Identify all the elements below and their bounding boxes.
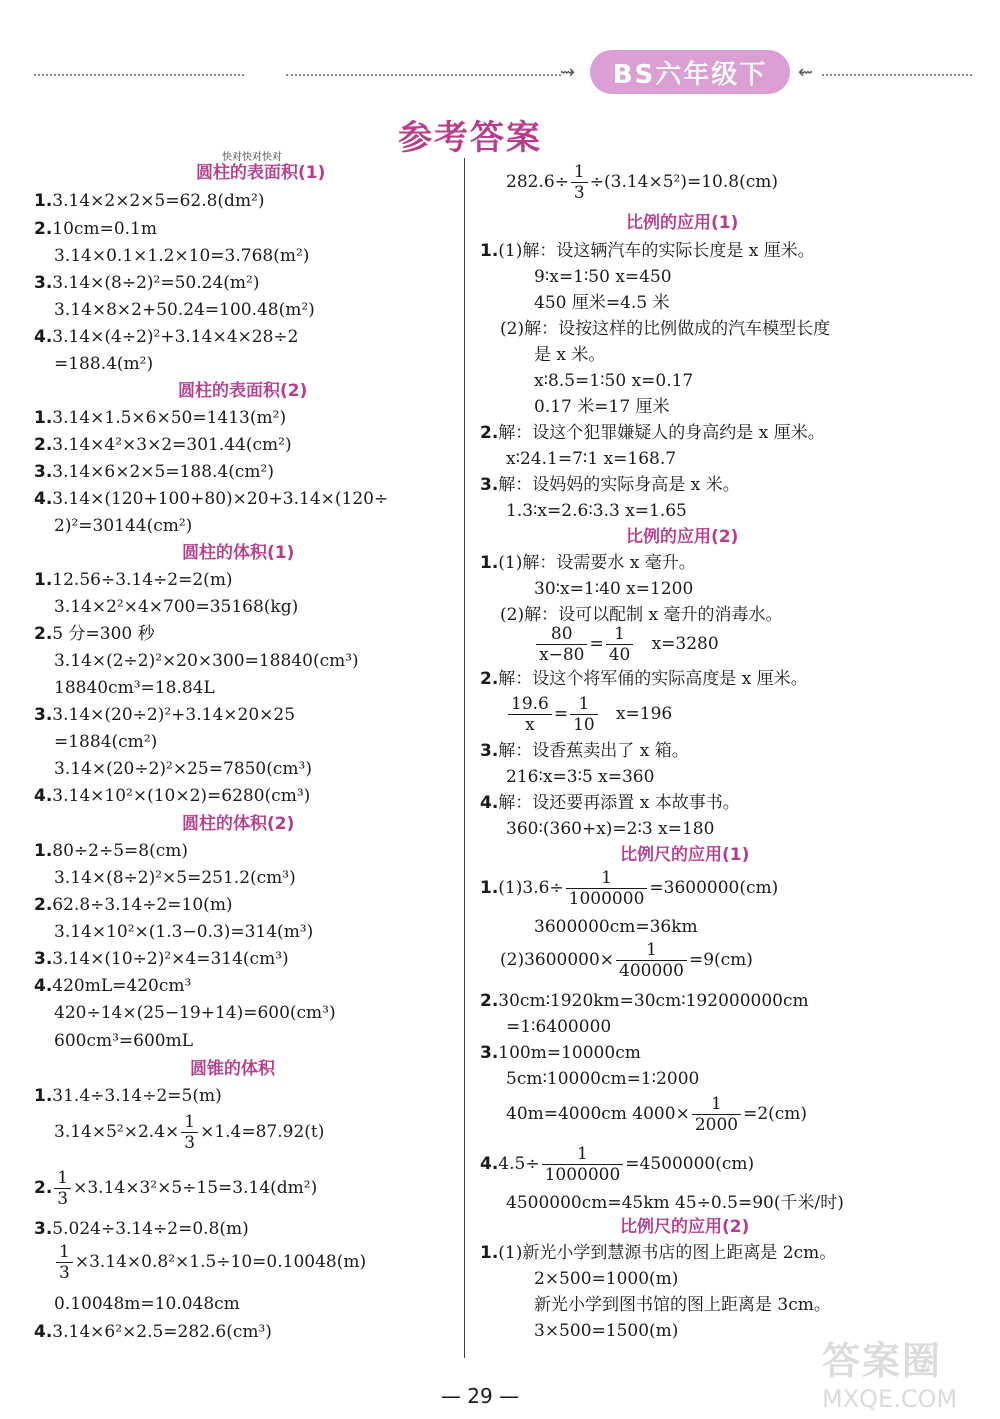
answer-line [34,1321,272,1343]
page-title: 参考答案 [398,118,542,158]
answer-text: x∶24.1=7∶1 x=168.7 [506,449,677,469]
answer-text: (1)3.6÷ [498,878,564,898]
answer-line [34,488,388,510]
fraction-denominator: 3 [184,1133,196,1153]
answer-text: =1∶6400000 [506,1017,612,1037]
answer-text: =188.4(m²) [54,354,154,374]
fraction [606,624,634,665]
section-title: 圆柱的体积(1) [182,543,295,563]
fraction-denominator: 400000 [619,961,684,981]
answer-line [54,1112,324,1153]
section-title: 比例的应用(1) [626,213,739,233]
answer-line [480,668,808,690]
item-number: 3. [34,273,53,293]
fraction [56,1242,73,1283]
fraction-denominator: x−80 [539,645,585,665]
answer-line [480,1042,641,1064]
fraction [566,868,648,909]
item-number: 2. [34,895,53,915]
fraction [542,1144,624,1185]
answer-text: 450 厘米=4.5 米 [534,293,670,313]
answer-line [34,975,191,997]
item-number: 4. [34,1322,53,1342]
item-number: 2. [34,435,53,455]
fraction-numerator: 1 [566,868,648,889]
answer-text: 3.14×8×2+50.24=100.48(m²) [54,300,315,320]
item-number: 3. [480,741,499,761]
answer-text: 解：设还要再添置 x 本故事书。 [498,793,740,813]
fraction-denominator: 40 [608,645,631,665]
answer-line [34,218,157,240]
badge-label: BS六年级下 [612,59,768,90]
answer-line [34,569,233,591]
item-number: 1. [480,1243,499,1263]
answer-line [34,948,289,970]
fraction-denominator: 10 [573,715,595,735]
answer-text: (2)3600000× [500,950,615,970]
answer-line [480,792,740,814]
answer-text: =2(cm) [743,1104,808,1124]
item-number: 1. [34,1086,53,1106]
answer-text: 4500000cm=45km 45÷0.5=90(千米/时) [506,1193,844,1213]
answer-line [480,868,778,909]
answer-text: =4500000(cm) [625,1154,755,1174]
answer-text: 3×500=1500(m) [534,1321,679,1341]
fraction-numerator: 1 [181,1112,198,1133]
answer-text: 62.8÷3.14÷2=10(m) [52,895,233,915]
fraction [54,1168,71,1209]
item-number: 3. [34,949,53,969]
answer-text: (2)解：设可以配制 x 毫升的消毒水。 [500,605,783,625]
answer-text: 3.14×10²×(1.3−0.3)=314(m³) [54,922,314,942]
arrow-ornament-right-icon: ⇜ [798,62,814,83]
item-number: 1. [480,878,499,898]
section-title: 圆柱的表面积(2) [178,381,308,401]
answer-text: (2)解：设按这样的比例做成的汽车模型长度 [500,319,831,339]
fraction-denominator: x [525,715,535,735]
answer-text: 3.14×10²×(10×2)=6280(cm³) [52,786,311,806]
answer-text: 新光小学到图书馆的图上距离是 3cm。 [534,1295,831,1315]
answer-text: 30cm∶1920km=30cm∶192000000cm [498,991,809,1011]
header-dotted-line-right [822,74,972,76]
answer-line [54,1242,366,1283]
item-number: 4. [34,327,53,347]
item-number: 4. [480,793,499,813]
item-number: 3. [34,462,53,482]
item-number: 3. [480,475,499,495]
answer-line [34,1168,317,1209]
answer-text: =9(cm) [688,950,753,970]
answer-line [34,326,298,348]
answer-text: 解：设香蕉卖出了 x 箱。 [498,741,689,761]
answer-text: 282.6÷ [506,172,569,192]
answer-line [480,990,809,1012]
answer-text: 40m=4000cm 4000× [506,1104,690,1124]
answer-line: $\frac{80}{x-80}$ = $\frac{1}{40}$ x=3280 [534,624,719,665]
answer-text: 是 x 米。 [534,345,606,365]
fraction [508,694,552,735]
fraction-numerator: 1 [542,1144,624,1165]
answer-text: 3.14×(8÷2)²=50.24(m²) [52,273,260,293]
watermark-url: MXQE.COM [822,1385,958,1413]
section-title: 圆柱的体积(2) [182,814,295,834]
watermark [822,1330,982,1413]
answer-line [34,1085,222,1107]
answer-text: 3.14×(10÷2)²×4=314(cm³) [52,949,289,969]
answer-text: 3.14×(2÷2)²×20×300=18840(cm³) [54,651,359,671]
answer-line [34,1218,249,1240]
answer-text: 3.14×6²×2.5=282.6(cm³) [52,1322,272,1342]
answer-line [34,623,155,645]
fraction-numerator: 1 [606,624,634,645]
answer-line [34,894,233,916]
fraction-denominator: 1000000 [544,1165,621,1185]
answer-text: (1)新光小学到慧源书店的图上距离是 2cm。 [498,1243,837,1263]
item-number: 2. [480,991,499,1011]
answer-text: 解：设这个犯罪嫌疑人的身高约是 x 厘米。 [498,423,825,443]
answer-text: =1884(cm²) [54,732,158,752]
fraction [571,162,588,203]
answer-text: 5 分=300 秒 [52,624,155,644]
answer-text: 2×500=1000(m) [534,1269,679,1289]
answer-text: 3.14×2×2×5=62.8(dm²) [52,191,265,211]
answer-text: 1.3∶x=2.6∶3.3 x=1.65 [506,501,687,521]
answer-line: $\frac{19.6}{x}$ = $\frac{1}{10}$ x=196 [506,694,672,735]
fraction-numerator: 1 [56,1242,73,1263]
answer-text: 3.14×4²×3×2=301.44(cm²) [52,435,292,455]
answer-text: 解：设这个将军俑的实际高度是 x 厘米。 [498,669,808,689]
answer-text: 12.56÷3.14÷2=2(m) [52,570,233,590]
stamp-text: 快对快对快对 [222,152,282,163]
fraction-denominator: 3 [573,183,585,203]
answer-text: 216∶x=3∶5 x=360 [506,767,655,787]
answer-text: 0.10048m=10.048cm [54,1294,240,1314]
answer-text: 100m=10000cm [498,1043,641,1063]
item-number: 1. [34,191,53,211]
fraction-denominator: 3 [59,1263,70,1283]
item-number: 2. [34,1178,53,1198]
column-divider [464,158,465,1358]
answer-text: 80÷2÷5=8(cm) [52,841,189,861]
item-number: 3. [34,1219,53,1239]
answer-line [480,1144,754,1185]
item-number: 1. [480,241,499,261]
answer-line [480,474,740,496]
answer-line [34,407,286,429]
answer-text: 3600000cm=36km [534,917,698,937]
item-number: 3. [480,1043,499,1063]
answer-text: 18840cm³=18.84L [54,678,215,698]
fraction [616,940,687,981]
answer-text: ×3.14×0.8²×1.5÷10=0.10048(m) [74,1252,367,1272]
fraction [536,624,587,665]
section-title: 圆锥的体积 [190,1059,275,1079]
answer-text: 600cm³=600mL [54,1031,194,1051]
answer-text: (1)解：设这辆汽车的实际长度是 x 厘米。 [498,241,815,261]
item-number: 2. [34,219,53,239]
answer-text: x∶8.5=1∶50 x=0.17 [534,371,694,391]
answer-line [480,1242,836,1264]
answer-text: 30∶x=1∶40 x=1200 [534,579,694,599]
answer-text: 5.024÷3.14÷2=0.8(m) [52,1219,249,1239]
answer-text: 3.14×6×2×5=188.4(cm²) [52,462,274,482]
answer-line [500,940,753,981]
item-number: 2. [480,669,499,689]
answer-text: 420mL=420cm³ [52,976,192,996]
item-number: 1. [34,841,53,861]
answer-line [34,434,292,456]
section-title: 圆柱的表面积(1) [196,163,326,183]
answer-text: 3.14×5²×2.4× [54,1122,180,1142]
fraction-numerator: 1 [570,694,598,715]
answer-text: 3.14×0.1×1.2×10=3.768(m²) [54,246,310,266]
answer-text: 31.4÷3.14÷2=5(m) [52,1086,222,1106]
answer-text: 10cm=0.1m [52,219,157,239]
answer-text: 3.14×(120+100+80)×20+3.14×(120÷ [52,489,389,509]
answer-text: 3.14×(8÷2)²×5=251.2(cm³) [54,868,296,888]
answer-line [480,240,815,262]
item-number: 4. [34,786,53,806]
answer-line [34,461,274,483]
item-number: 2. [480,423,499,443]
answer-text: 解：设妈妈的实际身高是 x 米。 [498,475,740,495]
section-title: 比例的应用(2) [626,527,739,547]
watermark-logo: 答案圈 [822,1339,943,1383]
answer-text: 3.14×(20÷2)²+3.14×20×25 [52,705,296,725]
answer-text: ×1.4=87.92(t) [200,1122,325,1142]
header-dotted-line-left [34,74,244,76]
page-number: — 29 — [440,1384,520,1408]
answer-text: ×3.14×3²×5÷15=3.14(dm²) [73,1178,318,1198]
answer-text: 2)²=30144(cm²) [54,516,193,536]
answer-line [34,190,265,212]
fraction-numerator: 1 [692,1094,741,1115]
answer-line [34,704,295,726]
answer-line [34,840,188,862]
fraction-denominator: 2000 [694,1115,739,1135]
fraction-denominator: 1000000 [568,889,645,909]
answer-text: 5cm∶10000cm=1∶2000 [506,1069,700,1089]
fraction-numerator: 80 [536,624,587,645]
answer-text: 360∶(360+x)=2∶3 x=180 [506,819,715,839]
answer-text: x=196 [615,704,673,724]
header-dotted-line-mid [286,74,561,76]
item-number: 1. [34,570,53,590]
answer-text: =3600000(cm) [649,878,779,898]
answer-text: x=3280 [651,634,719,654]
answer-text: (1)解：设需要水 x 毫升。 [498,553,696,573]
arrow-ornament-left-icon: ⇝ [560,62,576,83]
item-number: 1. [480,553,499,573]
answer-line [480,422,825,444]
answer-text: 3.14×1.5×6×50=1413(m²) [52,408,287,428]
item-number: 3. [34,705,53,725]
grade-badge [560,48,830,98]
item-number: 4. [34,489,53,509]
answer-text: 3.14×(4÷2)²+3.14×4×28÷2 [52,327,299,347]
fraction-numerator: 1 [571,162,588,183]
fraction-numerator: 1 [54,1168,71,1189]
answer-text: 3.14×(20÷2)²×25=7850(cm³) [54,759,312,779]
answer-text: 9∶x=1∶50 x=450 [534,267,672,287]
item-number: 2. [34,624,53,644]
fraction [570,694,598,735]
item-number: 4. [34,976,53,996]
fraction [181,1112,198,1153]
section-title: 比例尺的应用(2) [620,1217,750,1237]
fraction-numerator: 19.6 [508,694,552,715]
item-number: 4. [480,1154,499,1174]
item-number: 1. [34,408,53,428]
badge-pill [590,50,790,94]
answer-text: 3.14×2²×4×700=35168(kg) [54,597,299,617]
answer-text: 420÷14×(25−19+14)=600(cm³) [54,1003,336,1023]
answer-line [480,740,689,762]
answer-text: 0.17 米=17 厘米 [534,397,670,417]
answer-text: ÷(3.14×5²)=10.8(cm) [589,172,778,192]
section-title: 比例尺的应用(1) [620,845,750,865]
fraction-numerator: 1 [616,940,687,961]
answer-line [34,272,259,294]
answer-line [480,552,696,574]
fraction-denominator: 3 [57,1189,69,1209]
answer-line [34,785,310,807]
fraction [692,1094,741,1135]
answer-text: 4.5÷ [498,1154,540,1174]
answer-line [506,1094,807,1135]
answer-line [506,162,778,203]
